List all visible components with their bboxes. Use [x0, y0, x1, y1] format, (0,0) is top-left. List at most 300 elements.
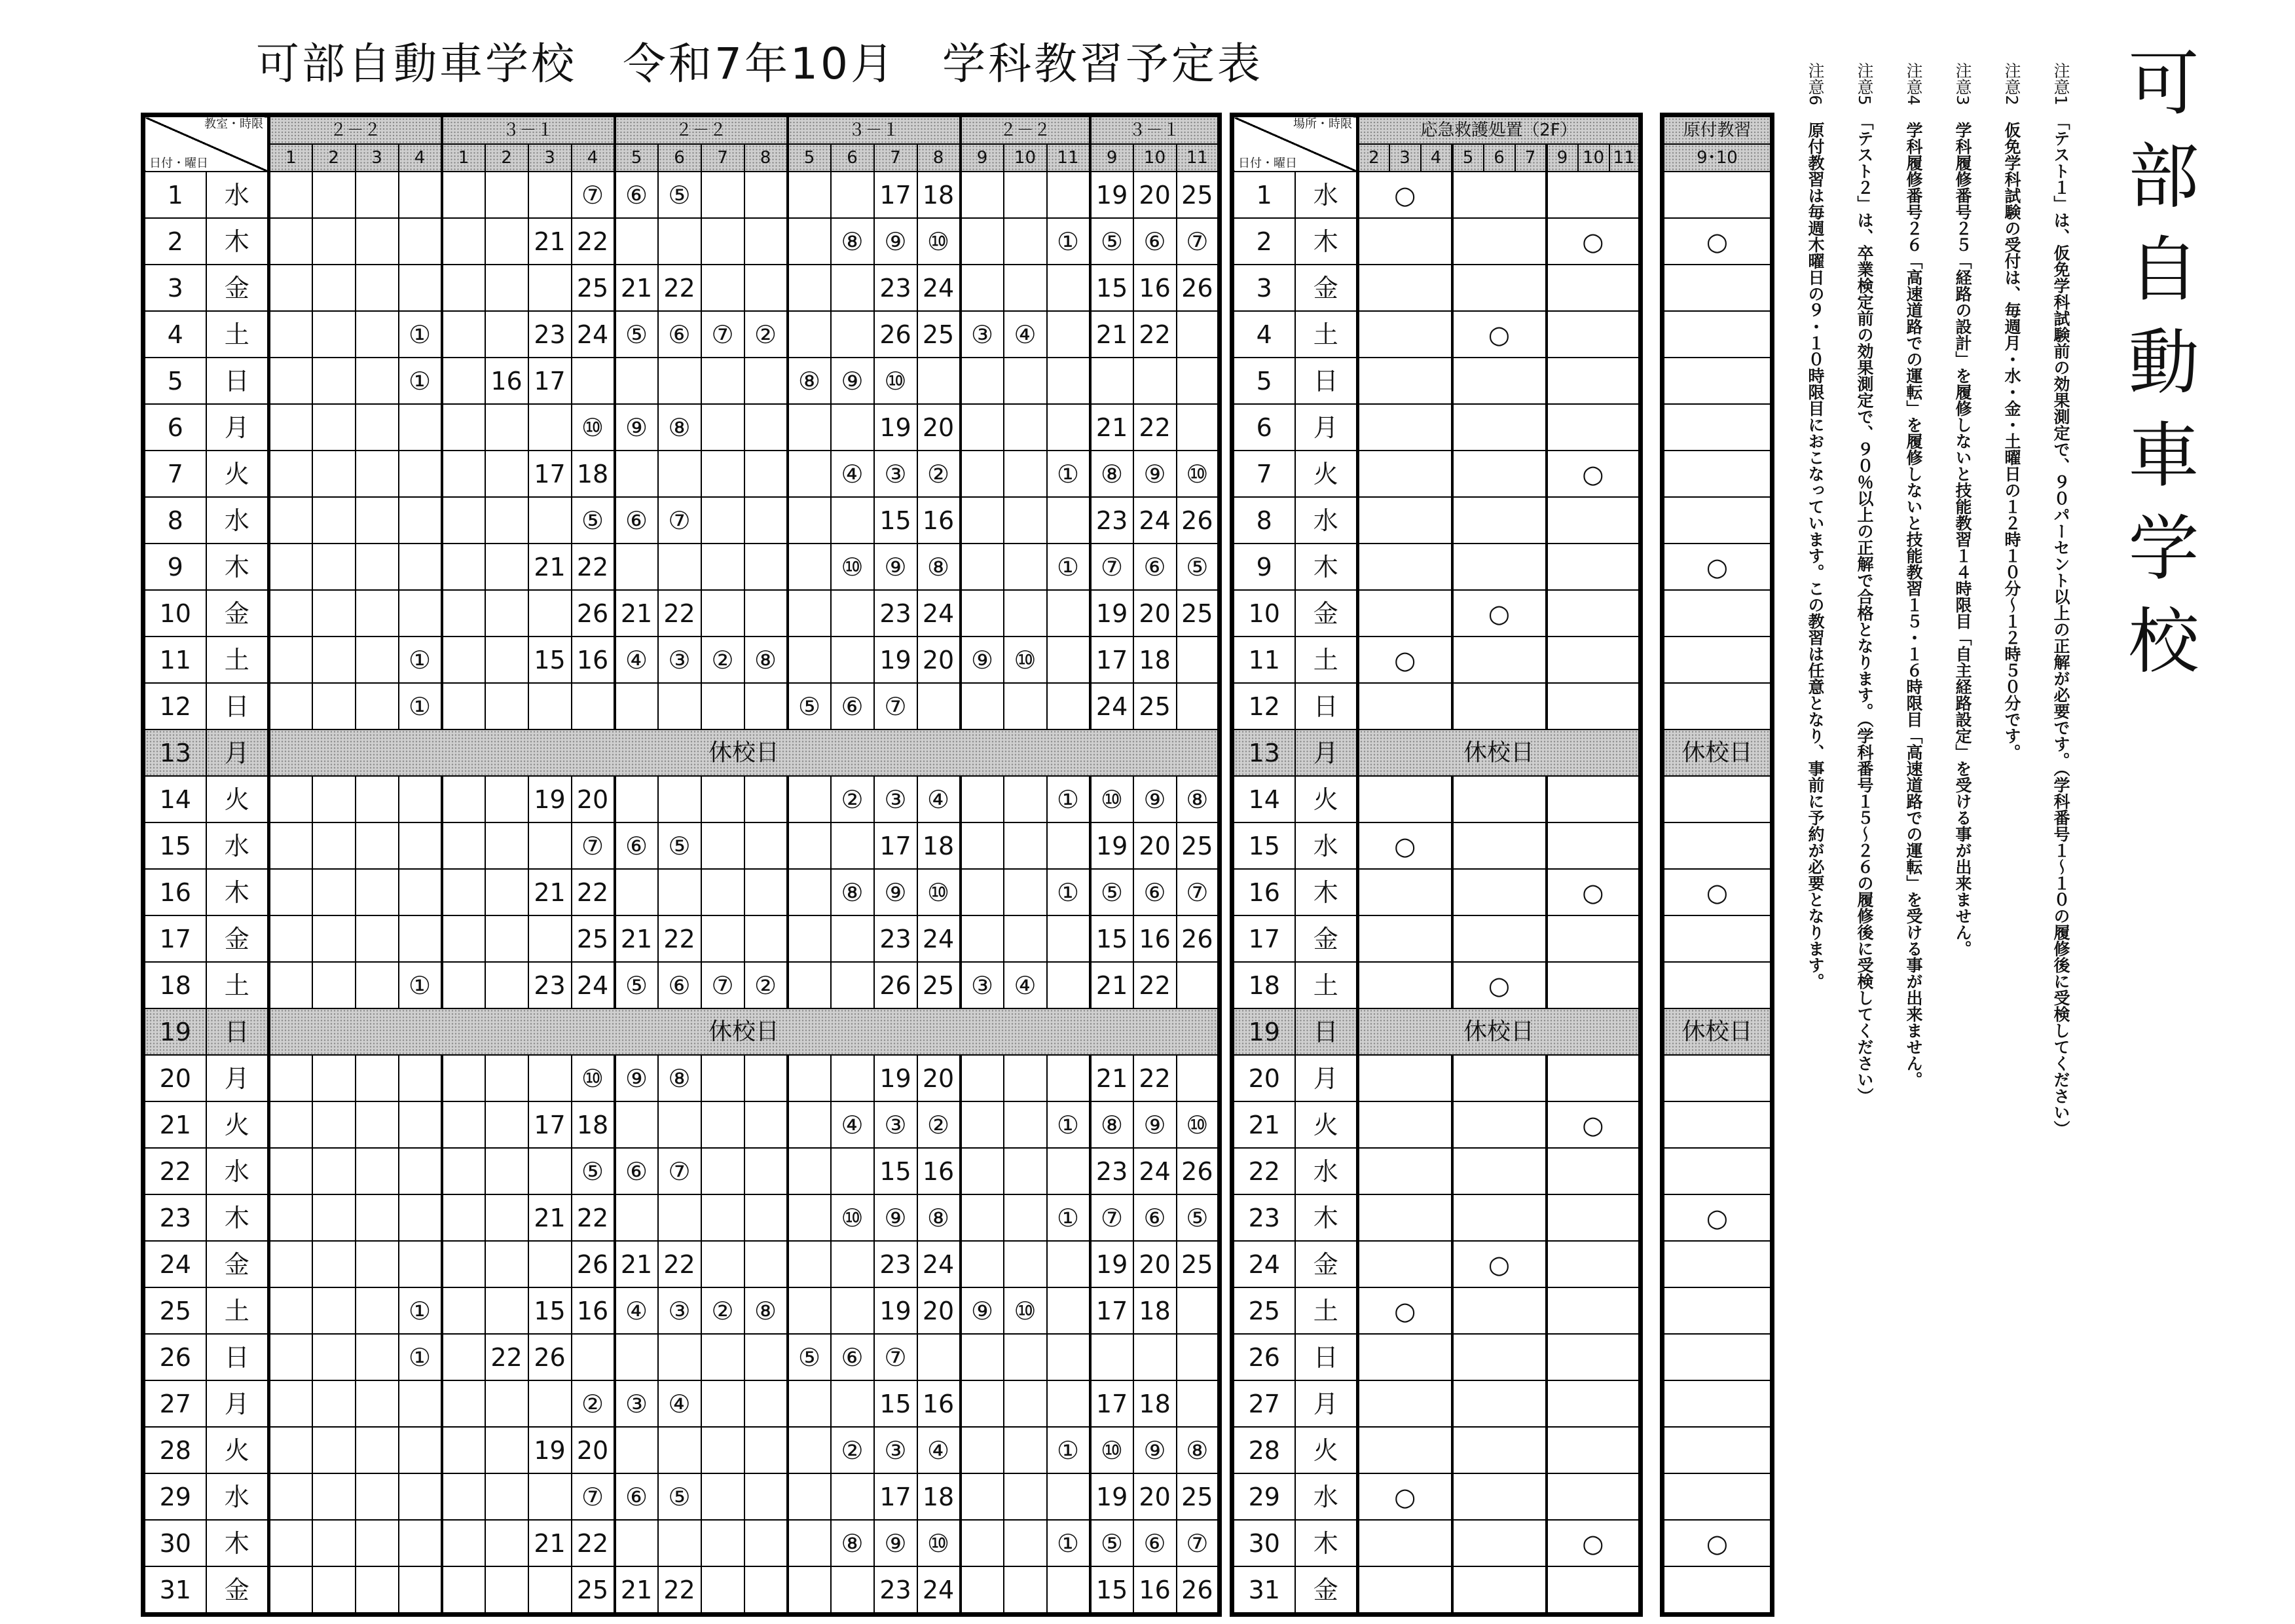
date-cell: 15 [1232, 822, 1295, 869]
moped-slot-cell [1662, 451, 1772, 497]
lesson-cell [442, 311, 485, 358]
table-row [1662, 1287, 1772, 1334]
lesson-cell: 15 [1090, 265, 1133, 311]
lesson-cell: ⑤ [572, 1148, 615, 1194]
lesson-cell [744, 1520, 788, 1566]
lesson-cell [399, 590, 442, 637]
first-aid-slot-cell [1547, 962, 1641, 1008]
classroom-group-header: ３－１ [1090, 115, 1220, 145]
period-header: 5 [615, 144, 658, 172]
lesson-cell [1047, 1241, 1090, 1287]
lesson-cell: 16 [1133, 1566, 1177, 1615]
lesson-cell [744, 544, 788, 590]
lesson-cell: 16 [917, 497, 961, 544]
lesson-cell [701, 218, 744, 265]
lesson-cell: 20 [917, 1055, 961, 1101]
lesson-cell [831, 962, 874, 1008]
classroom-group-header: ３－１ [442, 115, 615, 145]
lesson-cell: 19 [874, 404, 917, 451]
period-header: 2 [312, 144, 356, 172]
lesson-cell [399, 776, 442, 822]
lesson-cell: ⑥ [658, 962, 701, 1008]
lesson-cell: ⑤ [658, 822, 701, 869]
moped-slot-cell [1662, 404, 1772, 451]
lesson-cell [744, 1566, 788, 1615]
date-cell: 20 [1232, 1055, 1295, 1101]
moped-slot-cell: ○ [1662, 1194, 1772, 1241]
lesson-cell [831, 1055, 874, 1101]
lesson-cell [658, 1427, 701, 1473]
lesson-cell [356, 172, 399, 218]
period-header: 3 [1389, 144, 1421, 172]
lesson-cell [442, 497, 485, 544]
lesson-cell [312, 497, 356, 544]
table-row [1662, 218, 1772, 265]
lesson-cell [269, 311, 312, 358]
first-aid-slot-cell [1547, 1380, 1641, 1427]
lesson-cell [356, 637, 399, 683]
first-aid-slot-cell [1452, 1520, 1547, 1566]
lesson-cell [442, 915, 485, 962]
lesson-cell [356, 822, 399, 869]
lesson-cell [701, 1566, 744, 1615]
moped-slot-cell [1662, 1241, 1772, 1287]
lesson-cell [917, 358, 961, 404]
lesson-cell: ⑩ [831, 544, 874, 590]
lesson-cell: ② [701, 1287, 744, 1334]
lesson-cell [269, 1148, 312, 1194]
lesson-cell: ⑤ [615, 962, 658, 1008]
page-title: 可部自動車学校 令和7年10月 学科教習予定表 [256, 39, 1263, 89]
weekday-cell: 金 [206, 915, 269, 962]
lesson-cell [961, 1520, 1004, 1566]
lesson-cell [1090, 358, 1133, 404]
lesson-cell [399, 1427, 442, 1473]
lesson-cell: ⑧ [1090, 1101, 1133, 1148]
lesson-cell: 21 [1090, 962, 1133, 1008]
lesson-cell: 15 [874, 1148, 917, 1194]
date-cell: 12 [143, 683, 206, 729]
lesson-cell [269, 1427, 312, 1473]
first-aid-slot-cell: ○ [1358, 1287, 1452, 1334]
date-cell: 2 [143, 218, 206, 265]
lesson-cell [788, 1473, 831, 1520]
lesson-cell [442, 1241, 485, 1287]
lesson-cell: 18 [1133, 1380, 1177, 1427]
lesson-cell: ⑦ [658, 1148, 701, 1194]
period-header: 11 [1047, 144, 1090, 172]
lesson-cell: ⑧ [1090, 451, 1133, 497]
lesson-cell: 25 [572, 265, 615, 311]
moped-slot-cell: ○ [1662, 218, 1772, 265]
lesson-cell [788, 1101, 831, 1148]
lesson-cell: 23 [874, 265, 917, 311]
lesson-cell: ⑥ [615, 822, 658, 869]
lesson-cell: ⑧ [788, 358, 831, 404]
moped-slot-cell [1662, 1473, 1772, 1520]
lesson-cell [1004, 265, 1047, 311]
period-header: 6 [831, 144, 874, 172]
lesson-cell: 26 [1177, 915, 1220, 962]
lesson-cell [1004, 1334, 1047, 1380]
table-row [143, 1380, 1220, 1427]
weekday-cell: 日 [206, 358, 269, 404]
lesson-cell [658, 869, 701, 915]
classroom-group-header: ３－１ [788, 115, 961, 145]
lesson-cell [312, 1380, 356, 1427]
lesson-cell: ⑤ [1090, 1520, 1133, 1566]
weekday-cell: 日 [1295, 358, 1358, 404]
lesson-cell [1047, 1334, 1090, 1380]
weekday-cell: 日 [206, 1334, 269, 1380]
period-header: 5 [1452, 144, 1484, 172]
table-row [1662, 915, 1772, 962]
lesson-cell: ④ [917, 776, 961, 822]
weekday-cell: 金 [1295, 1241, 1358, 1287]
lesson-cell [1047, 590, 1090, 637]
first-aid-slot-cell [1358, 1566, 1452, 1615]
lesson-cell: 21 [1090, 1055, 1133, 1101]
lesson-cell [442, 358, 485, 404]
table-row [1662, 683, 1772, 729]
lesson-cell: ① [399, 1334, 442, 1380]
weekday-cell: 水 [206, 497, 269, 544]
lesson-cell: ⑦ [572, 172, 615, 218]
date-cell: 23 [143, 1194, 206, 1241]
lesson-cell [615, 1334, 658, 1380]
lesson-cell [1047, 358, 1090, 404]
lesson-cell: ④ [831, 1101, 874, 1148]
table-row [1662, 1473, 1772, 1520]
lesson-cell [485, 1287, 528, 1334]
lesson-cell: 21 [615, 590, 658, 637]
lesson-cell: ① [399, 962, 442, 1008]
lesson-cell [442, 1194, 485, 1241]
table-row [1662, 1427, 1772, 1473]
period-header: 3 [356, 144, 399, 172]
table-row [1232, 451, 1641, 497]
lesson-cell: 23 [874, 590, 917, 637]
table-row [143, 1194, 1220, 1241]
date-cell: 22 [143, 1148, 206, 1194]
lesson-cell [831, 637, 874, 683]
lesson-cell: ② [572, 1380, 615, 1427]
moped-slot-cell [1662, 590, 1772, 637]
lesson-cell: 25 [572, 1566, 615, 1615]
lesson-cell [312, 637, 356, 683]
table-row [1662, 404, 1772, 451]
table-row [1662, 544, 1772, 590]
table-row [1662, 451, 1772, 497]
date-cell: 4 [143, 311, 206, 358]
moped-slot-cell [1662, 311, 1772, 358]
lesson-cell: 16 [1133, 265, 1177, 311]
first-aid-slot-cell [1452, 776, 1547, 822]
lesson-cell [312, 869, 356, 915]
date-cell: 3 [1232, 265, 1295, 311]
lesson-cell [442, 637, 485, 683]
lesson-cell: 23 [528, 962, 572, 1008]
lesson-cell [442, 1287, 485, 1334]
lesson-cell [399, 544, 442, 590]
weekday-cell: 水 [1295, 1148, 1358, 1194]
lesson-cell [744, 776, 788, 822]
lesson-cell [356, 1055, 399, 1101]
first-aid-slot-cell [1358, 1380, 1452, 1427]
lesson-cell: 24 [1133, 497, 1177, 544]
weekday-cell: 火 [206, 1101, 269, 1148]
date-cell: 17 [1232, 915, 1295, 962]
lesson-cell [399, 1566, 442, 1615]
first-aid-slot-cell [1358, 311, 1452, 358]
lesson-cell [312, 962, 356, 1008]
lesson-cell: ③ [874, 1101, 917, 1148]
lesson-cell [788, 962, 831, 1008]
weekday-cell: 水 [1295, 1473, 1358, 1520]
lesson-cell: ⑤ [615, 311, 658, 358]
lesson-cell [831, 915, 874, 962]
first-aid-slot-cell [1358, 1148, 1452, 1194]
lesson-cell: ⑩ [1177, 451, 1220, 497]
lesson-cell: ② [744, 311, 788, 358]
lesson-cell: 18 [917, 822, 961, 869]
lesson-cell [744, 1055, 788, 1101]
lesson-cell [1177, 311, 1220, 358]
lesson-cell [269, 1241, 312, 1287]
weekday-cell: 金 [206, 265, 269, 311]
first-aid-slot-cell [1358, 869, 1452, 915]
lesson-cell: ⑧ [1177, 776, 1220, 822]
lesson-cell [917, 683, 961, 729]
lesson-cell [1047, 497, 1090, 544]
lesson-cell: 26 [528, 1334, 572, 1380]
lesson-cell [356, 915, 399, 962]
date-cell: 21 [143, 1101, 206, 1148]
lesson-cell [269, 1380, 312, 1427]
lesson-cell [442, 1520, 485, 1566]
note-text: 「テスト２」は、卒業検定前の効果測定で、９０％以上の正解で合格となります。（学科番号１５～２６の履修後に受検してください） [1855, 121, 1874, 1104]
period-header: 5 [788, 144, 831, 172]
lesson-cell [356, 218, 399, 265]
lesson-cell [788, 404, 831, 451]
weekday-cell: 水 [206, 822, 269, 869]
lesson-cell [701, 590, 744, 637]
lesson-cell: 20 [1133, 590, 1177, 637]
lesson-cell [788, 544, 831, 590]
period-header: 9 [1090, 144, 1133, 172]
table-row [1662, 1194, 1772, 1241]
first-aid-slot-cell [1452, 1148, 1547, 1194]
lesson-cell: ⑤ [788, 683, 831, 729]
weekday-cell: 金 [1295, 915, 1358, 962]
table-row [143, 1148, 1220, 1194]
lesson-cell [1004, 1427, 1047, 1473]
lesson-cell [788, 218, 831, 265]
date-cell: 12 [1232, 683, 1295, 729]
period-header: 10 [1133, 144, 1177, 172]
first-aid-slot-cell [1452, 172, 1547, 218]
first-aid-slot-cell [1452, 869, 1547, 915]
lesson-cell [485, 1473, 528, 1520]
lesson-cell [961, 544, 1004, 590]
lesson-cell: 17 [528, 1101, 572, 1148]
lesson-cell: 26 [572, 590, 615, 637]
first-aid-slot-cell [1452, 544, 1547, 590]
lesson-cell [356, 451, 399, 497]
lesson-cell [788, 637, 831, 683]
lesson-cell [312, 1520, 356, 1566]
table-row [1232, 1055, 1641, 1101]
lesson-cell [269, 822, 312, 869]
lesson-cell: ⑨ [961, 1287, 1004, 1334]
first-aid-slot-cell [1547, 776, 1641, 822]
lesson-cell: ⑨ [961, 637, 1004, 683]
lesson-cell [701, 1334, 744, 1380]
period-header: 3 [528, 144, 572, 172]
lesson-cell: 18 [917, 1473, 961, 1520]
lesson-cell: 22 [658, 915, 701, 962]
lesson-cell [831, 311, 874, 358]
lesson-cell: 22 [658, 265, 701, 311]
lesson-cell: ⑨ [615, 404, 658, 451]
moped-slot-cell [1662, 265, 1772, 311]
lesson-cell [485, 1101, 528, 1148]
lesson-cell [485, 962, 528, 1008]
lesson-cell [356, 544, 399, 590]
lesson-cell [528, 1055, 572, 1101]
lesson-cell: ⑦ [1090, 544, 1133, 590]
lesson-cell: ③ [658, 1287, 701, 1334]
lesson-cell: ⑥ [658, 311, 701, 358]
lesson-cell [485, 683, 528, 729]
lesson-cell: ⑩ [917, 1520, 961, 1566]
lesson-cell: 15 [874, 497, 917, 544]
lesson-cell [399, 172, 442, 218]
lesson-cell: ④ [615, 1287, 658, 1334]
lesson-cell [1177, 1055, 1220, 1101]
lesson-cell: ③ [658, 637, 701, 683]
lesson-cell: 17 [528, 451, 572, 497]
weekday-cell: 火 [1295, 1101, 1358, 1148]
lesson-cell [269, 1566, 312, 1615]
note-2 [1987, 62, 2036, 1575]
lesson-cell: ⑤ [658, 172, 701, 218]
lesson-cell [788, 590, 831, 637]
lesson-cell [961, 172, 1004, 218]
lesson-cell: 17 [1090, 637, 1133, 683]
lesson-cell: 26 [1177, 497, 1220, 544]
weekday-cell: 日 [206, 683, 269, 729]
table-row [1232, 1566, 1641, 1615]
lesson-cell [442, 1473, 485, 1520]
lesson-cell [528, 1241, 572, 1287]
lesson-cell [269, 172, 312, 218]
first-aid-slot-cell [1358, 544, 1452, 590]
table-row [143, 1473, 1220, 1520]
lesson-cell [788, 1520, 831, 1566]
lesson-cell: ⑤ [1177, 544, 1220, 590]
lesson-cell: 23 [528, 311, 572, 358]
holiday-cell: 休校日 [1358, 1008, 1641, 1055]
lesson-cell: 22 [485, 1334, 528, 1380]
lesson-cell [442, 590, 485, 637]
lesson-cell [442, 172, 485, 218]
first-aid-slot-cell [1547, 1148, 1641, 1194]
first-aid-group-header: 応急救護処置（2F） [1358, 115, 1641, 145]
note-label: 注意1 [2051, 62, 2070, 122]
lesson-cell [961, 451, 1004, 497]
table-row [143, 265, 1220, 311]
table-row [143, 1427, 1220, 1473]
lesson-cell [701, 1194, 744, 1241]
weekday-cell: 金 [206, 590, 269, 637]
date-cell: 9 [143, 544, 206, 590]
first-aid-slot-cell [1358, 218, 1452, 265]
lesson-cell [528, 497, 572, 544]
lesson-cell [1047, 265, 1090, 311]
table-row [1232, 1287, 1641, 1334]
lesson-cell [788, 1427, 831, 1473]
lesson-cell [485, 497, 528, 544]
lesson-cell: ⑨ [831, 358, 874, 404]
lesson-cell: ⑦ [1090, 1194, 1133, 1241]
table-row [143, 915, 1220, 962]
lesson-cell: ③ [874, 776, 917, 822]
moped-slot-cell [1662, 776, 1772, 822]
weekday-cell: 日 [1295, 1334, 1358, 1380]
date-cell: 25 [1232, 1287, 1295, 1334]
first-aid-slot-cell [1358, 1427, 1452, 1473]
first-aid-slot-cell [1547, 822, 1641, 869]
lesson-cell [269, 869, 312, 915]
lesson-cell [442, 544, 485, 590]
date-cell: 31 [1232, 1566, 1295, 1615]
first-aid-slot-cell: ○ [1358, 637, 1452, 683]
table-row [1662, 590, 1772, 637]
lesson-cell: 24 [917, 1241, 961, 1287]
weekday-cell: 火 [206, 451, 269, 497]
lesson-cell [701, 358, 744, 404]
table-row [143, 729, 1220, 776]
lesson-cell [831, 1566, 874, 1615]
date-cell: 10 [143, 590, 206, 637]
first-aid-slot-cell [1358, 265, 1452, 311]
lesson-cell [269, 915, 312, 962]
first-aid-slot-cell [1547, 1566, 1641, 1615]
lesson-cell [356, 1334, 399, 1380]
table-row [1662, 1055, 1772, 1101]
lesson-cell: ④ [615, 637, 658, 683]
table-row [1232, 1427, 1641, 1473]
lesson-cell [961, 1427, 1004, 1473]
lesson-cell [744, 915, 788, 962]
lesson-cell [399, 404, 442, 451]
lesson-cell [572, 1334, 615, 1380]
lesson-cell [528, 1566, 572, 1615]
table-row [1232, 869, 1641, 915]
lesson-cell: ⑨ [615, 1055, 658, 1101]
lesson-cell [442, 683, 485, 729]
lesson-cell: ⑩ [572, 404, 615, 451]
note-text: 「テスト１」は、仮免学科試験前の効果測定で、９０パーセント以上の正解が必要です。（学科番号１～１０の履修後に受検してください） [2051, 121, 2070, 1137]
lesson-cell [701, 1473, 744, 1520]
lesson-cell [744, 1101, 788, 1148]
table-row [1662, 1101, 1772, 1148]
lesson-cell [356, 1566, 399, 1615]
lesson-cell [485, 451, 528, 497]
lesson-cell [961, 497, 1004, 544]
period-header: 8 [744, 144, 788, 172]
